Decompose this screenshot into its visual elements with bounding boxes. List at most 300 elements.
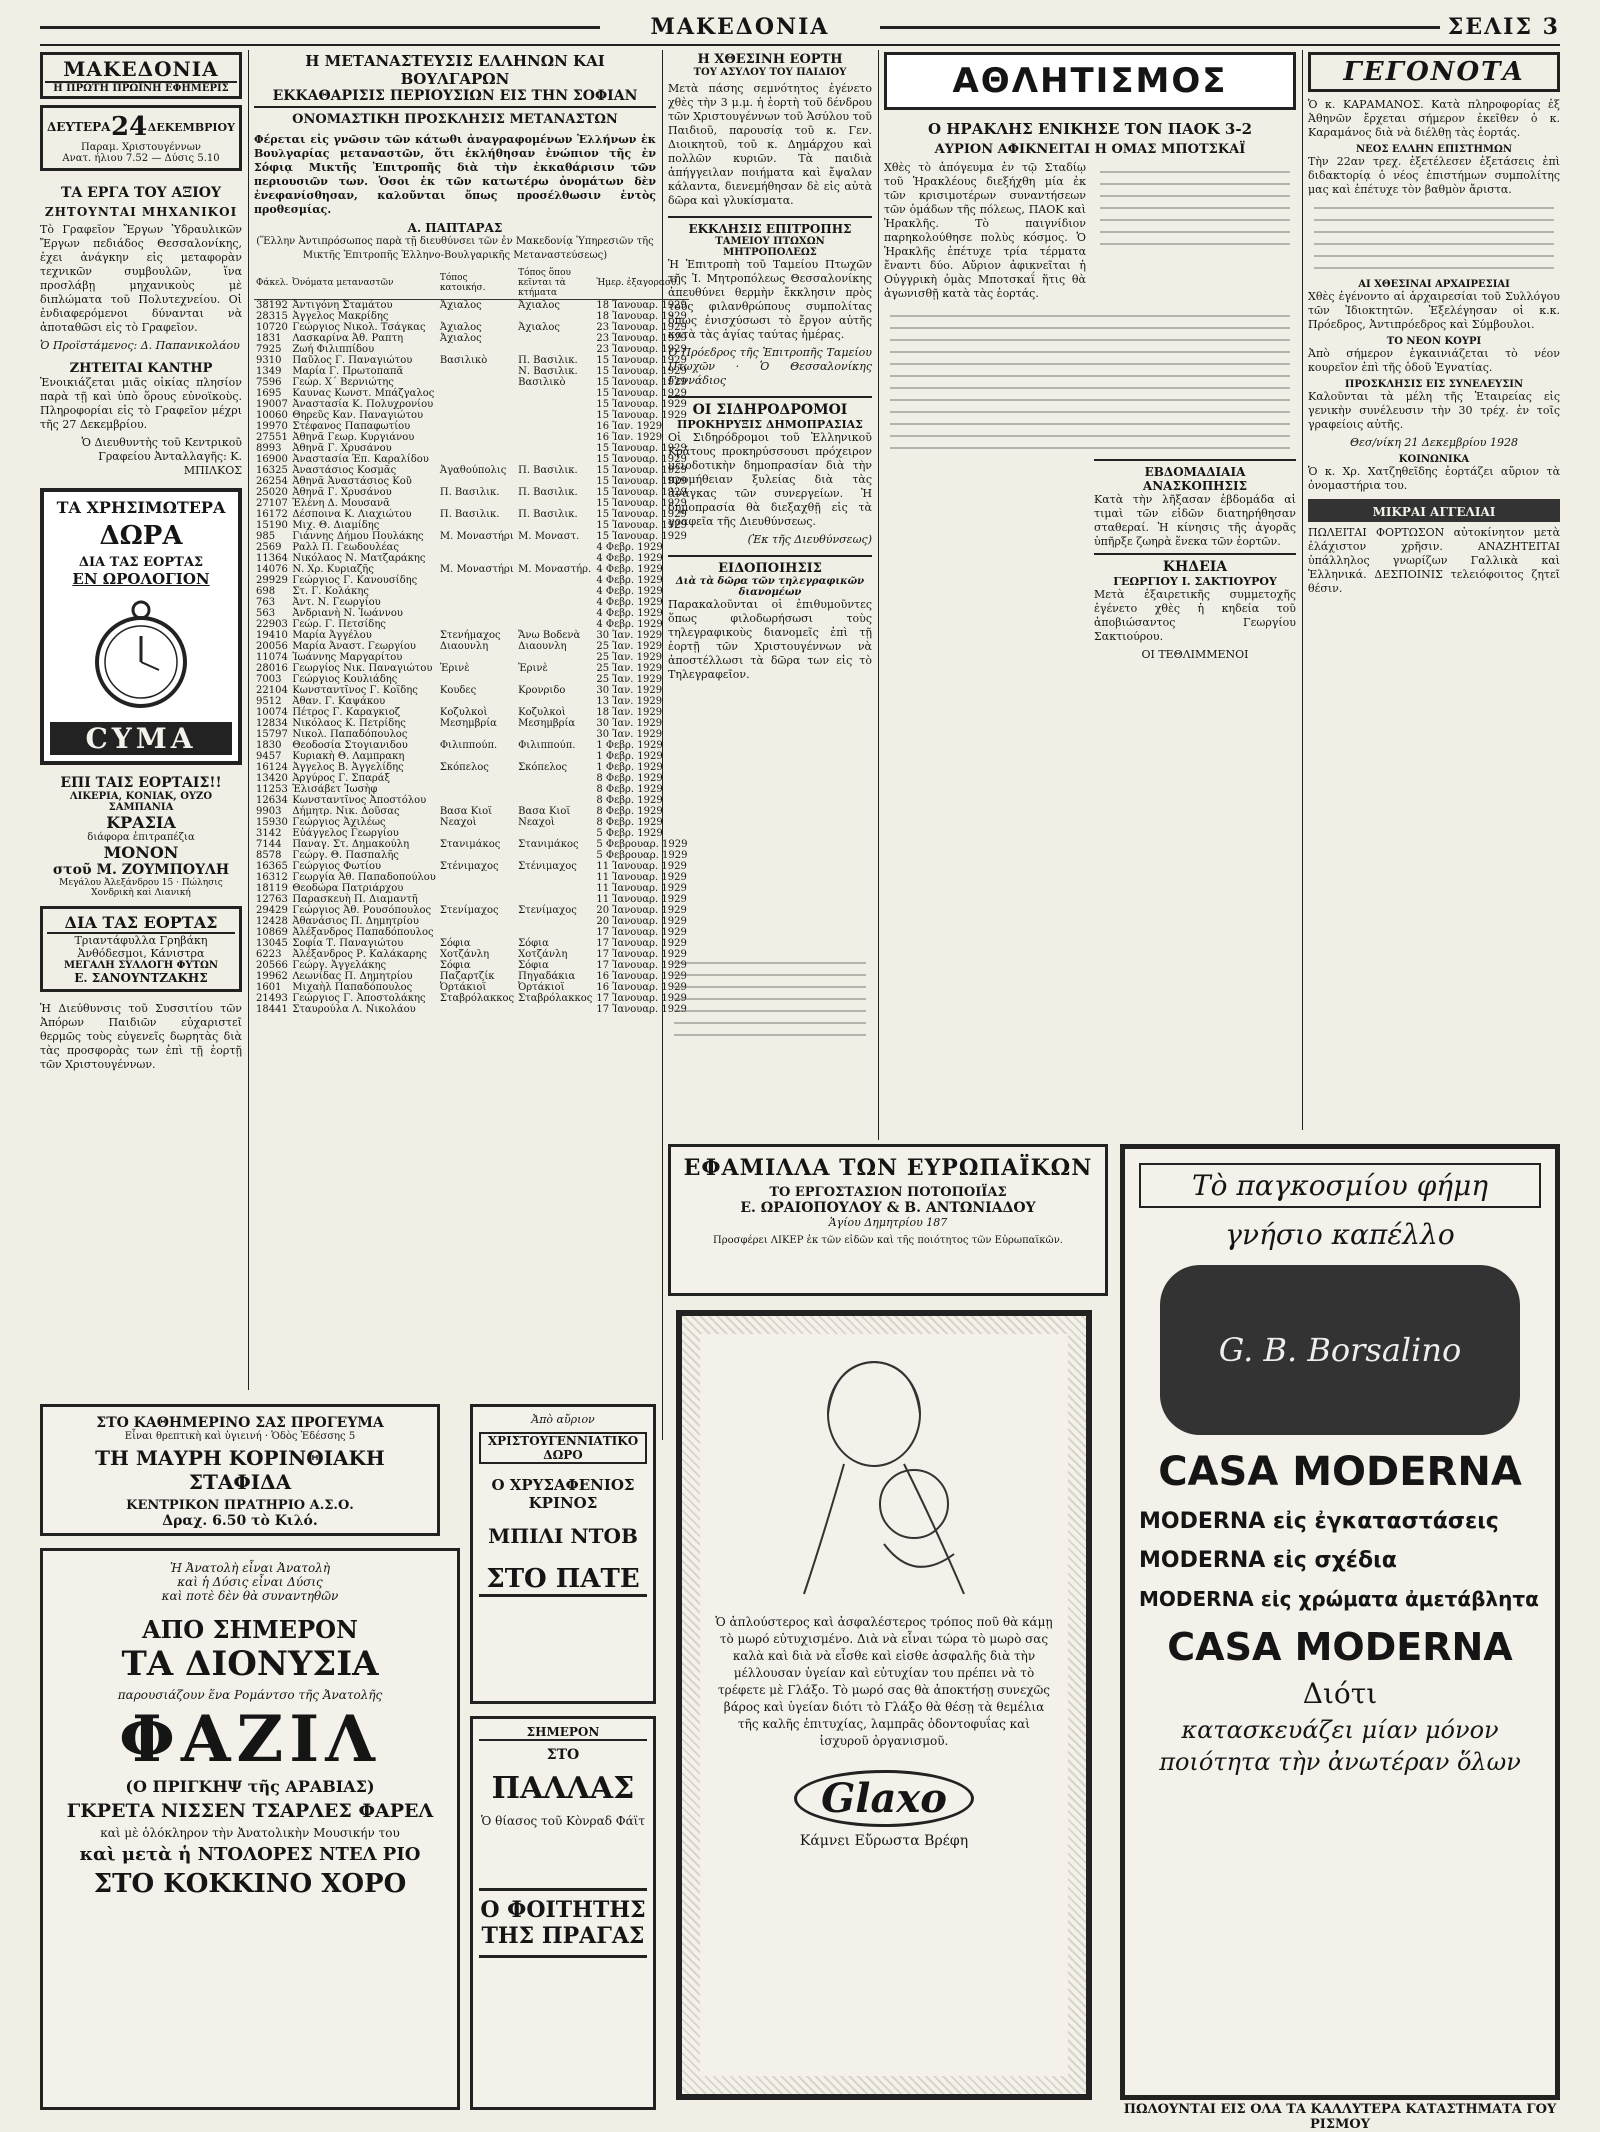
- table-row: [254, 905, 689, 916]
- table-cell: Στενίμαχος: [518, 905, 577, 916]
- table-cell: Γεώρ. Γ. Πετσίδης: [292, 619, 386, 630]
- table-cell: 15 Ἰανουαρ. 1929: [596, 377, 687, 388]
- casa-moderna-line: MODERNA εἰς χρώματα ἀμετάβλητα: [1139, 1587, 1539, 1611]
- table-cell: 11 Ἰανουαρ. 1929: [596, 872, 687, 883]
- migration-signature-note: (Ἕλλην Ἀντιπρόσωπος παρὰ τῇ διευθύνσει τῶν ἐν Μακεδονίᾳ Ὑπηρεσιῶν τῆς Μικτῆς Ἐπιτροπῆς Ἑλληνο-Βουλγαρικῆς Μεταναστεύσεως): [256, 236, 654, 261]
- article-subtitle: Διὰ τὰ δῶρα τῶν τηλεγραφικῶν διανομέων: [675, 576, 865, 598]
- table-cell: 22903: [256, 619, 288, 630]
- table-row: [254, 366, 689, 377]
- table-cell: Γεώργιος Γ. Κανουσίδης: [292, 575, 418, 586]
- sports-body-continuation: [1094, 161, 1296, 305]
- table-cell: 15 Ἰανουαρ. 1929: [596, 410, 687, 421]
- table-cell: Ἀθηνᾶ Γ. Χρυσάνου: [292, 487, 392, 498]
- table-row: [254, 432, 689, 443]
- masthead-subtitle: Η ΠΡΩΤΗ ΠΡΩΪΝΗ ΕΦΗΜΕΡΙΣ: [53, 83, 229, 94]
- table-cell: Γεώργιος Γ. Ἀποστολάκης: [292, 993, 426, 1004]
- table-row: [254, 982, 689, 993]
- table-cell: [438, 619, 516, 630]
- cinema-ad-line: ΑΠΟ ΣΗΜΕΡΟΝ: [142, 1615, 358, 1644]
- table-cell: Χοτζάνλη: [518, 949, 568, 960]
- table-cell: Ἀναστάσιος Κοσμᾶς: [292, 465, 397, 476]
- news-subtitle: ΝΕΟΣ ΕΛΛΗΝ ΕΠΙΣΤΗΜΩΝ: [1355, 144, 1513, 155]
- borsalino-label: [1160, 1265, 1520, 1435]
- table-cell: Π. Βασιλικ.: [518, 509, 578, 520]
- table-cell: 1 Φεβρ. 1929: [596, 762, 663, 773]
- casa-moderna-footer: ΠΩΛΟΥΝΤΑΙ ΕΙΣ ΟΛΑ ΤΑ ΚΑΛΛΥΤΕΡΑ ΚΑΤΑΣΤΗΜΑΤΑ ΓΟΥ ΡΙΣΜΟΥ: [1123, 2102, 1557, 2132]
- table-cell: 17 Ἰανουαρ. 1929: [596, 960, 687, 971]
- table-cell: 13 Ἰαν. 1929: [596, 696, 663, 707]
- flowers-ad-title: ΔΙΑ ΤΑΣ ΕΟΡΤΑΣ: [47, 913, 235, 934]
- table-cell: 29929: [256, 575, 288, 586]
- table-cell: Κωνσταντῖνος Ἀποστόλου: [292, 795, 427, 806]
- table-row: [254, 322, 689, 333]
- table-cell: 30 Ἰαν. 1929: [596, 718, 663, 729]
- news-subtitle: ΑΙ ΧΘΕΣΙΝΑΙ ΑΡΧΑΙΡΕΣΙΑΙ: [1358, 279, 1510, 290]
- table-cell: 19970: [256, 421, 288, 432]
- table-cell: Χοτζάνλη: [439, 949, 490, 960]
- table-row: [254, 520, 689, 531]
- table-cell: 9457: [256, 751, 282, 762]
- table-cell: 1601: [256, 982, 282, 993]
- table-row: [254, 806, 689, 817]
- table-cell: [516, 619, 594, 630]
- table-row: [254, 597, 689, 608]
- header-rule-left: [40, 26, 600, 29]
- glaxo-ad: [676, 1310, 1092, 2100]
- table-cell: 9310: [256, 355, 282, 366]
- table-cell: 11074: [256, 652, 288, 663]
- table-cell: 11253: [256, 784, 288, 795]
- table-cell: [516, 751, 594, 762]
- table-row: [254, 553, 689, 564]
- table-cell: Κρονριδο: [518, 685, 566, 696]
- table-row: [254, 564, 689, 575]
- table-cell: 15 Ἰανουαρ. 1929: [596, 465, 687, 476]
- article-subtitle: ΤΟΥ ΑΣΥΛΟΥ ΤΟΥ ΠΑΙΔΙΟΥ: [693, 67, 847, 78]
- table-row: [254, 652, 689, 663]
- table-cell: 16325: [256, 465, 288, 476]
- table-cell: 7596: [256, 377, 282, 388]
- table-cell: [438, 773, 516, 784]
- table-cell: 1 Φεβρ. 1929: [596, 740, 663, 751]
- table-cell: Θεοδοσία Στογιανιδου: [292, 740, 408, 751]
- table-cell: [516, 828, 594, 839]
- table-cell: 3142: [256, 828, 282, 839]
- table-cell: Γεώργιος Νικολ. Τσάγκας: [292, 322, 426, 333]
- table-cell: 23 Ἰανουαρ. 1929: [596, 333, 687, 344]
- table-row: [254, 784, 689, 795]
- table-cell: [438, 696, 516, 707]
- table-cell: [438, 421, 516, 432]
- watch-brand: CYMA: [50, 722, 232, 755]
- table-cell: [438, 608, 516, 619]
- casa-moderna-line: ποιότητα τὴν ἀνωτέραν ὅλων: [1159, 1748, 1521, 1776]
- cinema-ad-line: (Ο ΠΡΙΓΚΗΨ τῆς ΑΡΑΒΙΑΣ): [125, 1777, 375, 1796]
- table-cell: 20056: [256, 641, 288, 652]
- table-cell: Καυνας Κωνστ. Μπάζγαλος: [292, 388, 435, 399]
- cinema-ad-line: Ἡ Ἀνατολὴ εἶναι Ἀνατολὴ: [169, 1561, 331, 1575]
- table-cell: Ἀχιαλος: [518, 300, 561, 311]
- table-cell: Δήμητρ. Νικ. Δοῦσας: [292, 806, 400, 817]
- table-cell: [438, 443, 516, 454]
- casa-moderna-line: MODERNA εἰς ἐγκαταστάσεις: [1139, 1509, 1499, 1534]
- table-cell: Γεώργιος Κουλιάδης: [292, 674, 398, 685]
- table-cell: 4 Φεβρ. 1929: [596, 542, 663, 553]
- article-subtitle: ΤΑΜΕΙΟΥ ΠΤΩΧΩΝ ΜΗΤΡΟΠΟΛΕΩΣ: [715, 236, 825, 258]
- table-cell: 9512: [256, 696, 282, 707]
- table-cell: Ἀχιαλος: [518, 322, 561, 333]
- liquor-ad-line: διάφορα ἐπιτραπέζια: [87, 832, 195, 843]
- table-header: Ὀνόματα μεταναστῶν: [290, 267, 438, 300]
- raisin-ad-line: ΣΤΟ ΚΑΘΗΜΕΡΙΝΟ ΣΑΣ ΠΡΟΓΕΥΜΑ: [96, 1415, 384, 1431]
- table-cell: Ἀλέξανδρος Παπαδόπουλος: [292, 927, 434, 938]
- table-cell: Σόφια: [439, 938, 471, 949]
- cinema-ad-line: ΣΤΟ ΚΟΚΚΙΝΟ ΧΟΡΟ: [93, 1869, 407, 1899]
- table-cell: [438, 597, 516, 608]
- table-row: [254, 916, 689, 927]
- table-row: [254, 531, 689, 542]
- liquor-ad-line: στοῦ Μ. ΖΟΥΜΠΟΥΛΗ: [52, 862, 230, 878]
- table-cell: Γεώργιος Φωτίου: [292, 861, 382, 872]
- table-cell: 16172: [256, 509, 288, 520]
- table-cell: 15 Ἰανουαρ. 1929: [596, 476, 687, 487]
- table-cell: 15 Ἰανουαρ. 1929: [596, 520, 687, 531]
- article-subtitle: ΠΡΟΚΗΡΥΞΙΣ ΔΗΜΟΠΡΑΣΙΑΣ: [677, 418, 863, 431]
- casa-moderna-line: CASA MODERNA: [1158, 1449, 1522, 1495]
- small-ads-body: ΠΩΛΕΙΤΑΙ ΦΟΡΤΩΣΟΝ αὐτοκίνητον μετὰ ἐλάχιστον χρῆσιν. ΑΝΑΖΗΤΕΙΤΑΙ ὑπάλληλος γνωρίζων Γαλλικὰ καὶ Ἑλληνικά. ΔΕΣΠΟΙΝΙΣ τελειόφοιτος ζητεῖ θέσιν.: [1308, 526, 1560, 595]
- table-cell: 30 Ἰαν. 1929: [596, 729, 663, 740]
- table-row: [254, 960, 689, 971]
- table-row: [254, 542, 689, 553]
- table-row: [254, 1004, 689, 1015]
- sports-body: Χθὲς τὸ ἀπόγευμα ἐν τῷ Σταδίῳ τοῦ Ἡρακλέους διεξήχθη μία ἐκ τῶν κρισιμοτέρων συναντήσεων τῶν ὁμάδων τῆς πόλεως, ΠΑΟΚ καὶ Ἡρακλῆς. Τὸ παιγνίδιον παρηκολούθησε πολὺς κόσμος. Ὁ Ἡρακλῆς ἐπέτυχε τρία τέρματα ἔναντι δύο. Αὔριον ἀφικνεῖται ἡ Οὐγγρικὴ ὁμὰς Μποτσκαΐ ἥτις θὰ ἀγωνισθῇ κατὰ τὰς ἑορτάς.: [884, 161, 1086, 300]
- table-cell: 17 Ἰανουαρ. 1929: [596, 927, 687, 938]
- table-cell: 16900: [256, 454, 288, 465]
- table-row: [254, 355, 689, 366]
- table-cell: [438, 575, 516, 586]
- table-cell: 19962: [256, 971, 288, 982]
- table-cell: [438, 498, 516, 509]
- table-cell: 8578: [256, 850, 282, 861]
- sports-body-continuation: [884, 315, 1296, 449]
- table-cell: Στέφανος Παπαφωτίου: [292, 421, 411, 432]
- table-cell: 1831: [256, 333, 282, 344]
- sports-banner: [884, 52, 1296, 110]
- article-signature: Ὁ Διευθυντὴς τοῦ Κεντρικοῦ Γραφείου Ἀνταλλαγῆς: Κ. ΜΠΙΛΚΟΣ: [81, 436, 242, 477]
- table-row: [254, 476, 689, 487]
- masthead-title: ΜΑΚΕΔΟΝΙΑ: [45, 57, 237, 83]
- table-cell: 16312: [256, 872, 288, 883]
- table-cell: Μαρία Γ. Πρωτοπαπᾶ: [292, 366, 404, 377]
- table-cell: [438, 850, 516, 861]
- table-cell: 11 Ἰανουαρ. 1929: [596, 894, 687, 905]
- table-cell: Γεώργ. Ἀγγελάκης: [292, 960, 387, 971]
- table-cell: Ἀγαθούπολις: [439, 465, 507, 476]
- table-cell: [516, 443, 594, 454]
- article-signature: Ὁ Πρόεδρος τῆς Ἐπιτροπῆς Ταμείου Πτωχῶν · Ὁ Θεσσαλονίκης Γεννάδιος: [668, 346, 872, 387]
- table-cell: Σόφια: [518, 938, 549, 949]
- table-row: [254, 993, 689, 1004]
- table-cell: Ἑλισάβετ Ἰωσὴφ: [292, 784, 378, 795]
- table-cell: [438, 729, 516, 740]
- table-cell: 16365: [256, 861, 288, 872]
- table-cell: Μαρία Ἀγγέλου: [292, 630, 372, 641]
- table-cell: Πέτρος Γ. Καραγκιοζ: [292, 707, 401, 718]
- cinema-ad-line: ΤΑ ΔΙΟΝΥΣΙΑ: [121, 1644, 379, 1684]
- table-cell: [438, 432, 516, 443]
- table-cell: Διαουνλη: [439, 641, 489, 652]
- table-cell: 15 Ἰανουαρ. 1929: [596, 366, 687, 377]
- table-cell: 1 Φεβρ. 1929: [596, 751, 663, 762]
- table-cell: 28315: [256, 311, 288, 322]
- article-body: Κατὰ τὴν λῆξασαν ἑβδομάδα αἱ τιμαὶ τῶν εἰδῶν διατηρήθησαν σταθεραί. Ἡ κίνησις τῆς ἀγορᾶς ὑπῆρξε ζωηρὰ ἕνεκα τῶν ἑορτῶν.: [1094, 493, 1296, 548]
- table-cell: 16 Ἰαν. 1929: [596, 421, 663, 432]
- table-cell: Ἐρινὲ: [518, 663, 548, 674]
- article-body: Μετὰ ἐξαιρετικῆς συμμετοχῆς ἐγένετο χθὲς ἡ κηδεία τοῦ ἀποβιώσαντος Γεωργίου Σακτιούρου.: [1094, 588, 1296, 643]
- pallas-ad-line: Ὁ θίασος τοῦ Κὸνραδ Φάϊτ: [480, 1814, 646, 1828]
- table-cell: 15 Ἰανουαρ. 1929: [596, 531, 687, 542]
- date-day: ΔΕΥΤΕΡΑ: [47, 120, 111, 134]
- table-cell: 12834: [256, 718, 288, 729]
- table-cell: Ἀθανάσιος Π. Δημητρίου: [292, 916, 419, 927]
- date-number: 24: [111, 112, 148, 142]
- table-cell: 20 Ἰανουαρ. 1929: [596, 905, 687, 916]
- article-body: Παρακαλοῦνται οἱ ἐπιθυμοῦντες ὅπως φιλοδωρήσωσι τοὺς τηλεγραφικοὺς διανομεῖς ἐπὶ τῇ ἑορτῇ τῶν Χριστουγέννων νὰ ἀποστέλλωσι τὰ δῶρα των εἰς τὸ Τηλεγραφεῖον.: [668, 598, 872, 681]
- table-row: [254, 465, 689, 476]
- table-cell: Φιλιππούπ.: [439, 740, 498, 751]
- table-cell: 18 Ἰαν. 1929: [596, 707, 663, 718]
- migrants-table: [254, 267, 689, 1015]
- article-title: Η ΧΘΕΣΙΝΗ ΕΟΡΤΗ: [697, 52, 843, 67]
- table-cell: Γεώρ. Χ΄ Βερνιώτης: [292, 377, 394, 388]
- table-row: [254, 762, 689, 773]
- table-cell: Ἀχιαλος: [439, 300, 482, 311]
- table-cell: [438, 795, 516, 806]
- table-cell: [438, 652, 516, 663]
- table-cell: [438, 410, 516, 421]
- table-row: [254, 333, 689, 344]
- table-cell: Ἀγγελος Β. Ἀγγελίδης: [292, 762, 404, 773]
- table-row: [254, 971, 689, 982]
- table-cell: 8 Φεβρ. 1929: [596, 806, 663, 817]
- casa-moderna-ad: [1120, 1144, 1560, 2100]
- table-cell: [438, 553, 516, 564]
- table-row: [254, 377, 689, 388]
- table-cell: [516, 773, 594, 784]
- flowers-ad-line: ΜΕΓΑΛΗ ΣΥΛΛΟΓΗ ΦΥΤΩΝ: [63, 960, 219, 971]
- table-cell: [438, 784, 516, 795]
- table-cell: 763: [256, 597, 276, 608]
- table-cell: 7144: [256, 839, 282, 850]
- table-cell: 25 Ἰαν. 1929: [596, 663, 663, 674]
- table-cell: [516, 399, 594, 410]
- table-cell: 8 Φεβρ. 1929: [596, 795, 663, 806]
- pallas-ad-line: ΠΑΛΛΑΣ: [491, 1771, 635, 1806]
- table-row: [254, 498, 689, 509]
- table-cell: 16 Ἰανουαρ. 1929: [596, 971, 687, 982]
- pathe-ad-line: Ο ΧΡΥΣΑΦΕΝΙΟΣ ΚΡΙΝΟΣ: [491, 1476, 635, 1512]
- table-row: [254, 949, 689, 960]
- table-row: [254, 674, 689, 685]
- table-cell: Σόφια: [518, 960, 549, 971]
- table-cell: Σκόπελος: [518, 762, 568, 773]
- watch-ad-line: ΔΩΡΑ: [99, 521, 183, 551]
- casa-moderna-line: κατασκευάζει μίαν μόνον: [1181, 1716, 1499, 1744]
- watch-ad-line: ΕΝ ΩΡΟΛΟΓΙΟΝ: [72, 570, 210, 588]
- table-cell: [516, 520, 594, 531]
- table-row: [254, 729, 689, 740]
- pathe-ad-line: Ἀπὸ αὔριον: [531, 1413, 595, 1426]
- table-row: [254, 509, 689, 520]
- hat-ad-line: γνήσιο καπέλλο: [1225, 1218, 1455, 1251]
- table-cell: Γεώργιος Ἀχιλέως: [292, 817, 386, 828]
- article-signature: ΟΙ ΤΕΘΛΙΜΜΕΝΟΙ: [1141, 648, 1249, 661]
- table-cell: 27107: [256, 498, 288, 509]
- table-cell: 11 Ἰανουαρ. 1929: [596, 861, 687, 872]
- table-cell: [516, 553, 594, 564]
- table-cell: 7003: [256, 674, 282, 685]
- table-cell: 17 Ἰανουαρ. 1929: [596, 949, 687, 960]
- flowers-ad-line: Τριαντάφυλλα Γρηβάκη: [74, 934, 208, 947]
- table-cell: [438, 828, 516, 839]
- table-cell: [438, 476, 516, 487]
- date-box: [40, 105, 242, 171]
- table-cell: [516, 729, 594, 740]
- table-cell: 15190: [256, 520, 288, 531]
- table-cell: 19410: [256, 630, 288, 641]
- table-cell: [516, 410, 594, 421]
- table-cell: 7925: [256, 344, 282, 355]
- table-cell: Ἀθηνᾶ Γ. Χρυσάνου: [292, 443, 392, 454]
- table-cell: 10869: [256, 927, 288, 938]
- table-cell: Σταυρούλα Λ. Νικολάου: [292, 1004, 416, 1015]
- header-rule-mid: [880, 26, 1440, 29]
- table-cell: Π. Βασιλικ.: [439, 509, 500, 520]
- table-cell: 25 Ἰαν. 1929: [596, 641, 663, 652]
- date-extra: Παραμ. Χριστουγέννων: [81, 142, 201, 153]
- table-cell: [438, 1004, 516, 1015]
- table-cell: Στενήμαχος: [439, 630, 501, 641]
- table-cell: 985: [256, 531, 276, 542]
- table-cell: [438, 894, 516, 905]
- watch-ad-line: ΤΑ ΧΡΗΣΙΜΩΤΕΡΑ: [56, 498, 226, 517]
- table-cell: Μ. Μοναστήρι: [439, 531, 514, 542]
- table-cell: [516, 311, 594, 322]
- table-cell: 8 Φεβρ. 1929: [596, 817, 663, 828]
- table-cell: Ὀρτάκιοϊ: [518, 982, 565, 993]
- migration-intro: Φέρεται εἰς γνῶσιν τῶν κάτωθι ἀναγραφομένων Ἑλλήνων ἐκ Βουλγαρίας μεταναστῶν, ὅτι ἐκλήθησαν ἐνώπιον τῆς ἐν Σόφιᾳ Μικτῆς Ἐπιτροπῆς διὰ τὴν ἐκκαθάρισιν τῶν περιουσιῶν των. Ὁσοι ἐκ τῶν κατωτέρω ὀνομάτων δὲν ἐνεφανίσθησαν, καλοῦνται ὅπως προσέλθωσιν ἐντὸς προθεσμίας.: [254, 133, 656, 216]
- table-cell: Γεώργ. Θ. Πασπαλῆς: [292, 850, 399, 861]
- table-cell: Βασα Κιοϊ: [518, 806, 571, 817]
- cinema-ad-line: καὶ ἡ Δύσις εἶναι Δύσις: [177, 1575, 323, 1589]
- table-cell: 25020: [256, 487, 288, 498]
- table-row: [254, 443, 689, 454]
- table-row: [254, 894, 689, 905]
- casa-moderna-line: CASA MODERNA: [1167, 1625, 1513, 1669]
- table-cell: Ἑλένη Δ. Μουσανᾶ: [292, 498, 390, 509]
- table-cell: 23 Ἰανουαρ. 1929: [596, 322, 687, 333]
- table-cell: Κοζυλκοὶ: [439, 707, 488, 718]
- table-cell: 27551: [256, 432, 288, 443]
- table-cell: 18 Ἰανουαρ. 1929: [596, 300, 687, 311]
- news-body: Καλοῦνται τὰ μέλη τῆς Ἑταιρείας εἰς γενικὴν συνέλευσιν τὴν 30 τρέχ. ἐν τοῖς γραφείοις αὐτῆς.: [1308, 390, 1560, 431]
- table-cell: 15797: [256, 729, 288, 740]
- table-cell: [516, 608, 594, 619]
- table-header: Φάκελ.: [254, 267, 290, 300]
- table-cell: Ζωή Φιλιππίδου: [292, 344, 375, 355]
- table-cell: 15 Ἰανουαρ. 1929: [596, 443, 687, 454]
- table-row: [254, 619, 689, 630]
- table-cell: Π. Βασιλικ.: [518, 465, 578, 476]
- article-title: ΖΗΤΕΙΤΑΙ ΚΑΝΤΗΡ: [69, 361, 213, 376]
- table-row: [254, 641, 689, 652]
- article-title: ΕΙΔΟΠΟΙΗΣΙΣ: [668, 555, 872, 576]
- table-cell: Βασιλικὸ: [439, 355, 488, 366]
- table-cell: Κωνσταντῖνος Γ. Κοῖδης: [292, 685, 418, 696]
- pallas-ad-line: Ο ΦΟΙΤΗΤΗΣ ΤΗΣ ΠΡΑΓΑΣ: [479, 1888, 647, 1958]
- table-row: [254, 608, 689, 619]
- table-row: [254, 663, 689, 674]
- flowers-ad: [40, 906, 242, 992]
- table-row: [254, 861, 689, 872]
- table-cell: [516, 894, 594, 905]
- pallas-ad-line: ΣΗΜΕΡΟΝ: [479, 1725, 647, 1741]
- table-row: [254, 795, 689, 806]
- table-cell: 11364: [256, 553, 288, 564]
- table-cell: 8 Φεβρ. 1929: [596, 784, 663, 795]
- table-cell: Φιλιππούπ.: [518, 740, 576, 751]
- table-cell: Ὀρτάκιοϊ: [439, 982, 487, 993]
- table-cell: Ἀνδριανὴ Ν. Ἰωάννου: [292, 608, 403, 619]
- table-cell: [516, 586, 594, 597]
- news-body-continuation: [1308, 207, 1560, 269]
- table-cell: 5 Φεβρ. 1929: [596, 828, 663, 839]
- factory-ad-line: Ε. ΩΡΑΙΟΠΟΥΛΟΥ & Β. ΑΝΤΩΝΙΑΔΟΥ: [740, 1200, 1036, 1216]
- glaxo-text: Ὁ ἁπλούστερος καὶ ἀσφαλέστερος τρόπος ποῦ θὰ κάμῃ τὸ μωρό εὐτυχισμένο. Διὰ νὰ εἶναι τώρα τὸ μωρὸ σας καλὰ καὶ διὰ νὰ εἶσθε καὶ εἰσθε ἀσφαλῆς διὰ τὴν μέλλουσαν ὑγείαν καὶ εὐτυχίαν του πρέπει νὰ τὸ τρέφετε μὲ Γλάξο. Τὸ μωρό σας θὰ ἀποκτήσῃ συνεχῶς βάρος καὶ ὑγείαν διότι τὸ Γλάξο θὰ θέσῃ τὰ θεμέλια τῆς καλῆς ἐπιτυχίας, λαμπρᾶς ὀδοντοφυΐας καὶ ἰσχυροῦ ὀργανισμοῦ.: [715, 1615, 1053, 1748]
- table-cell: [516, 872, 594, 883]
- table-cell: 18119: [256, 883, 288, 894]
- table-cell: 1349: [256, 366, 282, 377]
- table-cell: 14076: [256, 564, 288, 575]
- pallas-cinema-ad: [470, 1716, 656, 2110]
- column-2: [254, 52, 688, 1392]
- glaxo-slogan: Κάμνει Εὔρωστα Βρέφη: [799, 1833, 969, 1849]
- cinema-ad-line: καὶ ποτὲ δὲν θὰ συναντηθῶν: [161, 1589, 339, 1603]
- table-cell: [516, 476, 594, 487]
- masthead-box: [40, 52, 242, 99]
- table-cell: 8 Φεβρ. 1929: [596, 773, 663, 784]
- raisin-ad-line: ΤΗ ΜΑΥΡΗ ΚΟΡΙΝΘΙΑΚΗ ΣΤΑΦΙΔΑ: [95, 1446, 385, 1494]
- table-cell: Ἀναστασία Ἐπ. Καραλίδου: [292, 454, 429, 465]
- migration-subtitle: ΟΝΟΜΑΣΤΙΚΗ ΠΡΟΣΚΛΗΣΙΣ ΜΕΤΑΝΑΣΤΩΝ: [292, 112, 618, 127]
- article-title: ΕΒΔΟΜΑΔΙΑΙΑ ΑΝΑΣΚΟΠΗΣΙΣ: [1094, 459, 1296, 493]
- table-cell: Μεσημβρία: [518, 718, 576, 729]
- table-cell: [438, 388, 516, 399]
- table-cell: 9903: [256, 806, 282, 817]
- table-cell: 22104: [256, 685, 288, 696]
- factory-ad-line: Ἁγίου Δημητρίου 187: [828, 1216, 948, 1229]
- table-row: [254, 388, 689, 399]
- table-cell: 1830: [256, 740, 282, 751]
- raisin-ad-small: Εἶναι θρεπτικὴ καὶ ὑγιεινή · Ὁδὸς Ἐδέσσης 5: [124, 1431, 356, 1442]
- table-cell: [516, 421, 594, 432]
- table-row: [254, 850, 689, 861]
- article-body: Μετὰ πάσης σεμνότητος ἐγένετο χθὲς τὴν 3 μ.μ. ἡ ἑορτὴ τοῦ δένδρου τῶν Χριστουγέννων τοῦ Ἀσύλου τοῦ Παιδιοῦ, παρουσίᾳ τοῦ κ. Γεν. Διοικητοῦ, τοῦ κ. Δημάρχου καὶ πολλῶν κυριῶν. Τὰ παιδιὰ ἀπήγγειλαν ποιήματα καὶ ἔψαλαν κάλαντα, διενεμήθησαν δὲ εἰς αὐτὰ δῶρα καὶ γλυκίσματα.: [668, 82, 872, 207]
- table-row: [254, 938, 689, 949]
- table-cell: [516, 850, 594, 861]
- table-cell: Μ. Μοναστήρ.: [518, 564, 592, 575]
- table-cell: Κυριακὴ Θ. Λαμπρακη: [292, 751, 405, 762]
